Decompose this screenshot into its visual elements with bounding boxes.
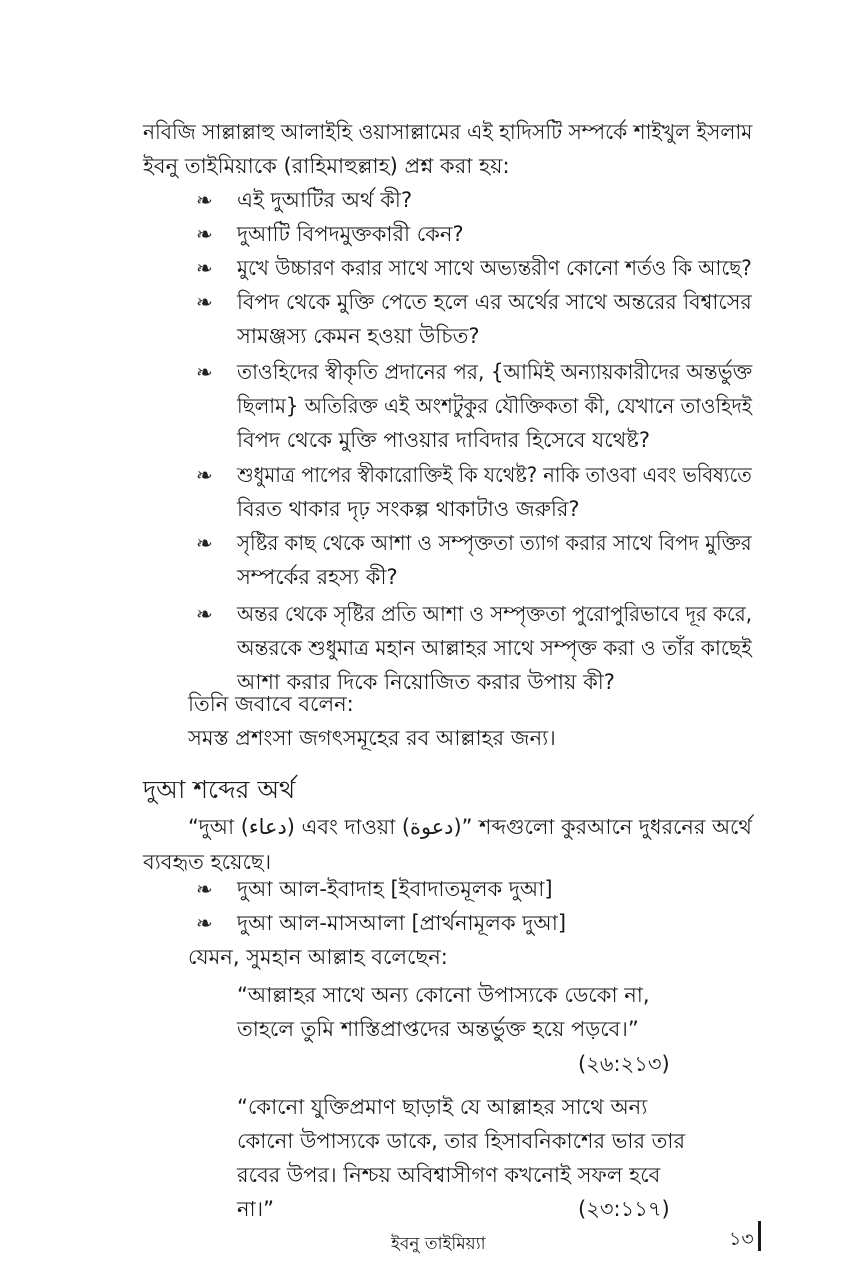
question-8-line-2: অন্তরকে শুধুমাত্র মহান আল্লাহর সাথে সম্পৃক্ত করা ও তাঁর কাছেই	[237, 636, 752, 660]
quote1-line-1: “আল্লাহর সাথে অন্য কোনো উপাস্যকে ডেকো না,	[237, 983, 650, 1007]
fleuron-bullet-icon: ❧	[196, 360, 213, 384]
quote2-line-3: রবের উপর। নিশ্চয় অবিশ্বাসীগণ কখনোই সফল হবে	[237, 1163, 661, 1187]
example-intro: যেমন, সুমহান আল্লাহ বলেছেন:	[188, 945, 448, 969]
question-4-line-1: বিপদ থেকে মুক্তি পেতে হলে এর অর্থের সাথে অন্তরের বিশ্বাসের	[237, 290, 752, 314]
question-7-line-1: সৃষ্টির কাছ থেকে আশা ও সম্পৃক্ততা ত্যাগ করার সাথে বিপদ মুক্তির	[237, 531, 752, 555]
fleuron-bullet-icon: ❧	[196, 256, 213, 280]
quote1-line-2: তাহলে তুমি শাস্তিপ্রাপ্তদের অন্তর্ভুক্ত হয়ে পড়বে।”	[237, 1017, 639, 1041]
question-5-line-3: বিপদ থেকে মুক্তি পাওয়ার দাবিদার হিসেবে যথেষ্ট?	[237, 428, 651, 452]
page-number: ১৩	[729, 1228, 754, 1250]
quote2-line-4: না।”	[237, 1197, 275, 1221]
section-para-line-1: “দুআ (دعاء) এবং দাওয়া (دعوة)” শব্দগুলো কুরআনে দুধরনের অর্থে	[188, 815, 752, 839]
answer-intro: তিনি জবাবে বলেন:	[188, 692, 354, 716]
footer-book-title: ইবনু তাইমিয়্যা	[391, 1234, 486, 1254]
fleuron-bullet-icon: ❧	[196, 188, 213, 212]
question-8-line-1: অন্তর থেকে সৃষ্টির প্রতি আশা ও সম্পৃক্ততা পুরোপুরিভাবে দূর করে,	[237, 602, 753, 626]
fleuron-bullet-icon: ❧	[196, 222, 213, 246]
question-5-line-2: ছিলাম} অতিরিক্ত এই অংশটুকুর যৌক্তিকতা কী, যেখানে তাওহিদই	[237, 394, 753, 418]
quote2-line-1: “কোনো যুক্তিপ্রমাণ ছাড়াই যে আল্লাহর সাথে অন্য	[237, 1095, 648, 1119]
fleuron-bullet-icon: ❧	[196, 463, 213, 487]
fleuron-bullet-icon: ❧	[196, 290, 213, 314]
question-2: দুআটি বিপদমুক্তকারী কেন?	[237, 222, 464, 246]
quote2-line-2: কোনো উপাস্যকে ডাকে, তার হিসাবনিকাশের ভার তার	[237, 1129, 686, 1153]
question-8-line-3: আশা করার দিকে নিয়োজিত করার উপায় কী?	[237, 670, 615, 694]
quote1-reference: (২৬:২১৩)	[578, 1052, 670, 1076]
quote2-reference: (২৩:১১৭)	[578, 1197, 670, 1221]
page-number-rule	[758, 1221, 761, 1251]
fleuron-bullet-icon: ❧	[196, 877, 213, 901]
dua-type-1: দুআ আল-ইবাদাহ [ইবাদাতমূলক দুআ]	[237, 877, 553, 901]
fleuron-bullet-icon: ❧	[196, 911, 213, 935]
fleuron-bullet-icon: ❧	[196, 602, 213, 626]
intro-line-1: নবিজি সাল্লাল্লাহু আলাইহি ওয়াসাল্লামের এই হাদিসটি সম্পর্কে শাইখুল ইসলাম	[143, 120, 753, 144]
question-6-line-2: বিরত থাকার দৃঢ় সংকল্প থাকাটাও জরুরি?	[237, 497, 580, 521]
praise-line: সমস্ত প্রশংসা জগৎসমূহের রব আল্লাহর জন্য।	[188, 726, 556, 750]
section-heading: দুআ শব্দের অর্থ	[143, 775, 296, 804]
section-para-line-2: ব্যবহৃত হয়েছে।	[143, 850, 272, 874]
question-7-line-2: সম্পর্কের রহস্য কী?	[237, 565, 398, 589]
question-1: এই দুআটির অর্থ কী?	[237, 188, 413, 212]
question-5-line-1: তাওহিদের স্বীকৃতি প্রদানের পর, {আমিই অন্যায়কারীদের অন্তর্ভুক্ত	[237, 360, 753, 384]
question-6-line-1: শুধুমাত্র পাপের স্বীকারোক্তিই কি যথেষ্ট? নাকি তাওবা এবং ভবিষ্যতে	[237, 463, 752, 487]
question-3: মুখে উচ্চারণ করার সাথে সাথে অভ্যন্তরীণ কোনো শর্তও কি আছে?	[237, 256, 752, 280]
intro-line-2: ইবনু তাইমিয়াকে (রাহিমাহুল্লাহ) প্রশ্ন করা হয়:	[143, 154, 510, 178]
fleuron-bullet-icon: ❧	[196, 531, 213, 555]
question-4-line-2: সামঞ্জস্য কেমন হওয়া উচিত?	[237, 324, 480, 348]
dua-type-2: দুআ আল-মাসআলা [প্রার্থনামূলক দুআ]	[237, 911, 567, 935]
